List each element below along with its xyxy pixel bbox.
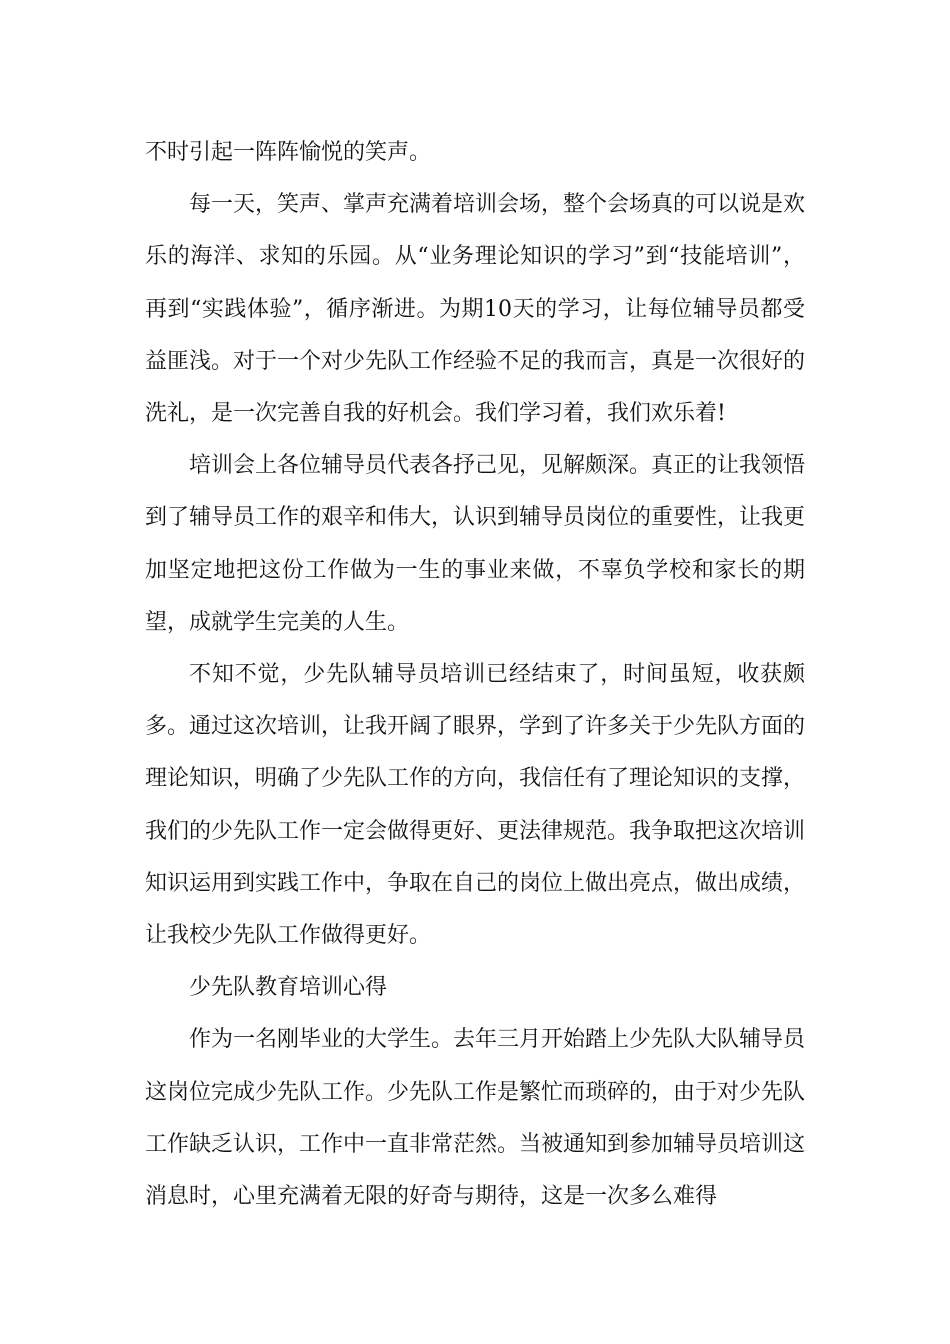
paragraph-new-section: 作为一名刚毕业的大学生。去年三月开始踏上少先队大队辅导员这岗位完成少先队工作。少先队工作是繁忙而琐碎的，由于对少先队工作缺乏认识，工作中一直非常茫然。当被通知到参加辅导员培训这消息时，心里充满着无限的好奇与期待，这是一次多么难得 — [145, 1027, 806, 1210]
section-heading: 少先队教育培训心得 — [189, 975, 388, 1001]
document-body — [145, 127, 805, 1223]
paragraph-conclusion: 不知不觉，少先队辅导员培训已经结束了，时间虽短，收获颇多。通过这次培训，让我开阔了眼界，学到了许多关于少先队方面的理论知识，明确了少先队工作的方向，我信任有了理论知识的支撑，我们的少先队工作一定会做得更好、更法律规范。我争取把这次培训知识运用到实践工作中，争取在自己的岗位上做出亮点，做出成绩，让我校少先队工作做得更好。 — [145, 662, 806, 949]
paragraph-representatives: 培训会上各位辅导员代表各抒己见，见解颇深。真正的让我领悟到了辅导员工作的艰辛和伟大，认识到辅导员岗位的重要性，让我更加坚定地把这份工作做为一生的事业来做，不辜负学校和家长的期望，成就学生完美的人生。 — [145, 453, 806, 635]
paragraph-training-venue: 每一天，笑声、掌声充满着培训会场，整个会场真的可以说是欢乐的海洋、求知的乐园。从“业务理论知识的学习”到“技能培训”，再到“实践体验”，循序渐进。为期10天的学习，让每位辅导员都受益匪浅。对于一个对少先队工作经验不足的我而言，真是一次很好的洗礼，是一次完善自我的好机会。我们学习着，我们欢乐着! — [145, 192, 806, 427]
paragraph-continuation: 不时引起一阵阵愉悦的笑声。 — [145, 140, 432, 165]
